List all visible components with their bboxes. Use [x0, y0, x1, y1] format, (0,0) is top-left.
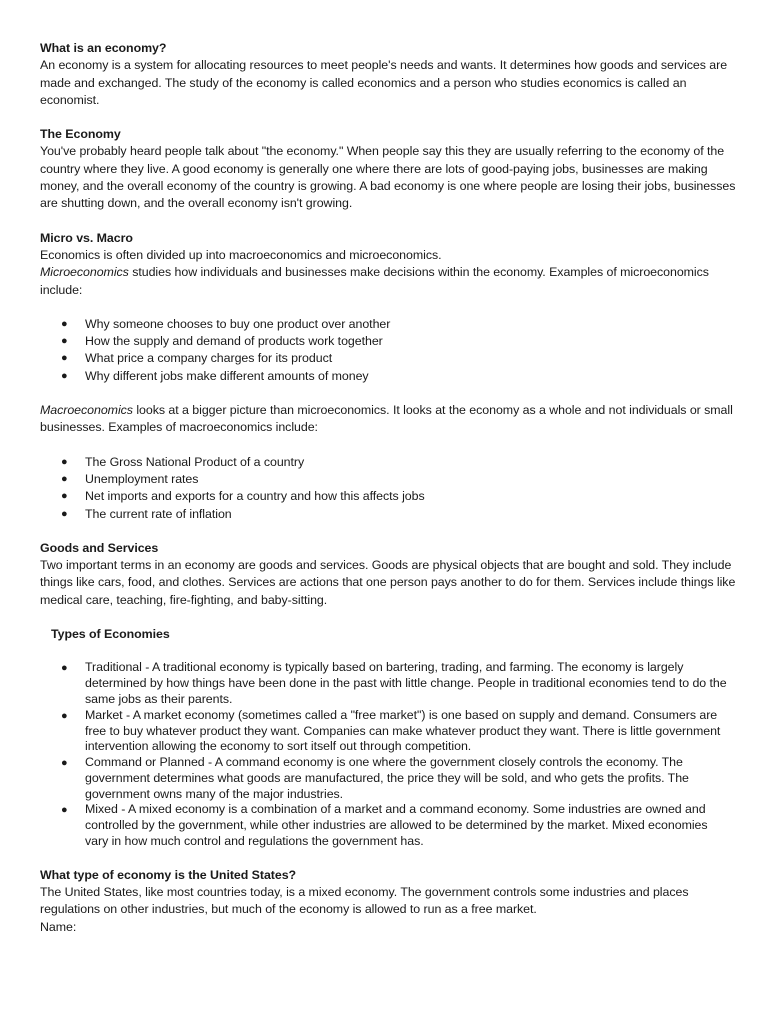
text-microeconomics: studies how individuals and businesses make decisions within the economy. Examples of microeconomics include:: [40, 265, 709, 297]
list-macro-examples: [40, 454, 740, 523]
list-item-text: Market - A market economy (sometimes called a "free market") is one based on supply and demand. Consumers are free to buy whatever product they want. Companies can make whatever product they want. There is little government intervention allowing the economy to sort itself out through competition.: [85, 707, 721, 754]
paragraph-microeconomics: [40, 264, 740, 299]
bullet-icon: ●: [61, 804, 68, 817]
list-item: [40, 316, 740, 333]
text-macroeconomics: looks at a bigger picture than microeconomics. It looks at the economy as a whole and not individuals or small businesses. Examples of macroeconomics include:: [40, 403, 733, 435]
list-item: [40, 454, 740, 471]
bullet-icon: ●: [61, 352, 68, 365]
heading-goods-services: Goods and Services: [40, 540, 159, 555]
list-item-text: Net imports and exports for a country and how this affects jobs: [85, 489, 425, 504]
bullet-icon: ●: [61, 455, 68, 468]
paragraph-macroeconomics: [40, 402, 740, 437]
list-item-text: The Gross National Product of a country: [85, 454, 305, 469]
term-microeconomics: Microeconomics: [40, 265, 129, 280]
section-us-economy: [40, 867, 740, 936]
list-item: [40, 660, 740, 707]
heading-micro-macro: Micro vs. Macro: [40, 230, 133, 245]
document-page: [40, 40, 740, 936]
heading-the-economy: The Economy: [40, 127, 121, 142]
section-micro-macro: [40, 230, 740, 523]
heading-what-is-economy: What is an economy?: [40, 41, 167, 55]
list-item-text: Why different jobs make different amounts of money: [85, 368, 369, 383]
list-item: [40, 488, 740, 505]
list-item: [40, 471, 740, 488]
bullet-icon: ●: [61, 490, 68, 503]
bullet-icon: ●: [61, 472, 68, 485]
list-item-text: Mixed - A mixed economy is a combination of a market and a command economy. Some industries are owned and controlled by the government, while other industries are allowed to be determined by the market. Mixed economies vary in how much control and regulations the government has.: [85, 802, 708, 849]
list-item-text: What price a company charges for its product: [85, 351, 333, 366]
bullet-icon: ●: [61, 369, 68, 382]
list-item-text: Why someone chooses to buy one product over another: [85, 316, 391, 331]
list-item-text: How the supply and demand of products work together: [85, 334, 383, 349]
bullet-icon: ●: [61, 317, 68, 330]
list-item: [40, 368, 740, 385]
bullet-icon: ●: [61, 709, 68, 722]
paragraph-what-is-economy: An economy is a system for allocating resources to meet people's needs and wants. It determines how goods and services are made and exchanged. The study of the economy is called economics and a person who studies economics is called an economist.: [40, 58, 728, 107]
term-macroeconomics: Macroeconomics: [40, 403, 133, 418]
list-item: [40, 333, 740, 350]
bullet-icon: ●: [61, 335, 68, 348]
paragraph-the-economy: You've probably heard people talk about "the economy." When people say this they are usually referring to the economy of the country where they live. A good economy is generally one where there are lots of good-paying jobs, businesses are making money, and the overall economy of the country is growing. A bad economy is one where people are losing their jobs, businesses are shutting down, and the overall economy isn't growing.: [40, 144, 736, 211]
list-item-text: Command or Planned - A command economy is one where the government closely controls the economy. The government determines what goods are manufactured, the price they will be sold, and who gets the profits. The government owns many of the major industries.: [85, 755, 689, 801]
bullet-icon: ●: [61, 757, 68, 770]
paragraph-micro-macro-intro: Economics is often divided up into macroeconomics and microeconomics.: [40, 247, 442, 262]
name-label: Name:: [40, 919, 77, 934]
paragraph-goods-services: Two important terms in an economy are goods and services. Goods are physical objects that are bought and sold. They include things like cars, food, and clothes. Services are actions that one person pays another to do for them. Services include things like medical care, teaching, fire-fighting, and baby-sitting.: [40, 558, 736, 607]
list-types-of-economies: [40, 660, 740, 850]
list-item-text: The current rate of inflation: [85, 506, 232, 521]
section-the-economy: [40, 126, 740, 212]
section-goods-services: [40, 540, 740, 609]
list-item-text: Traditional - A traditional economy is typically based on bartering, trading, and farming. The economy is largely determined by how things have been done in the past with little change. People in traditional economies tend to do the same jobs as their parents.: [85, 660, 727, 706]
list-item: [40, 708, 740, 755]
heading-types-of-economies: Types of Economies: [51, 627, 170, 642]
list-item: [40, 755, 740, 802]
list-item: [40, 350, 740, 367]
section-types-of-economies: [40, 626, 740, 850]
paragraph-us-economy: The United States, like most countries today, is a mixed economy. The government controls some industries and places regulations on other industries, but much of the economy is allowed to run as a free market.: [40, 885, 689, 917]
list-item-text: Unemployment rates: [85, 471, 199, 486]
list-micro-examples: [40, 316, 740, 385]
list-item: [40, 506, 740, 523]
bullet-icon: ●: [61, 662, 68, 675]
section-what-is-economy: [40, 40, 740, 109]
list-item: [40, 802, 740, 849]
heading-us-economy: What type of economy is the United States?: [40, 867, 297, 882]
bullet-icon: ●: [61, 507, 68, 520]
